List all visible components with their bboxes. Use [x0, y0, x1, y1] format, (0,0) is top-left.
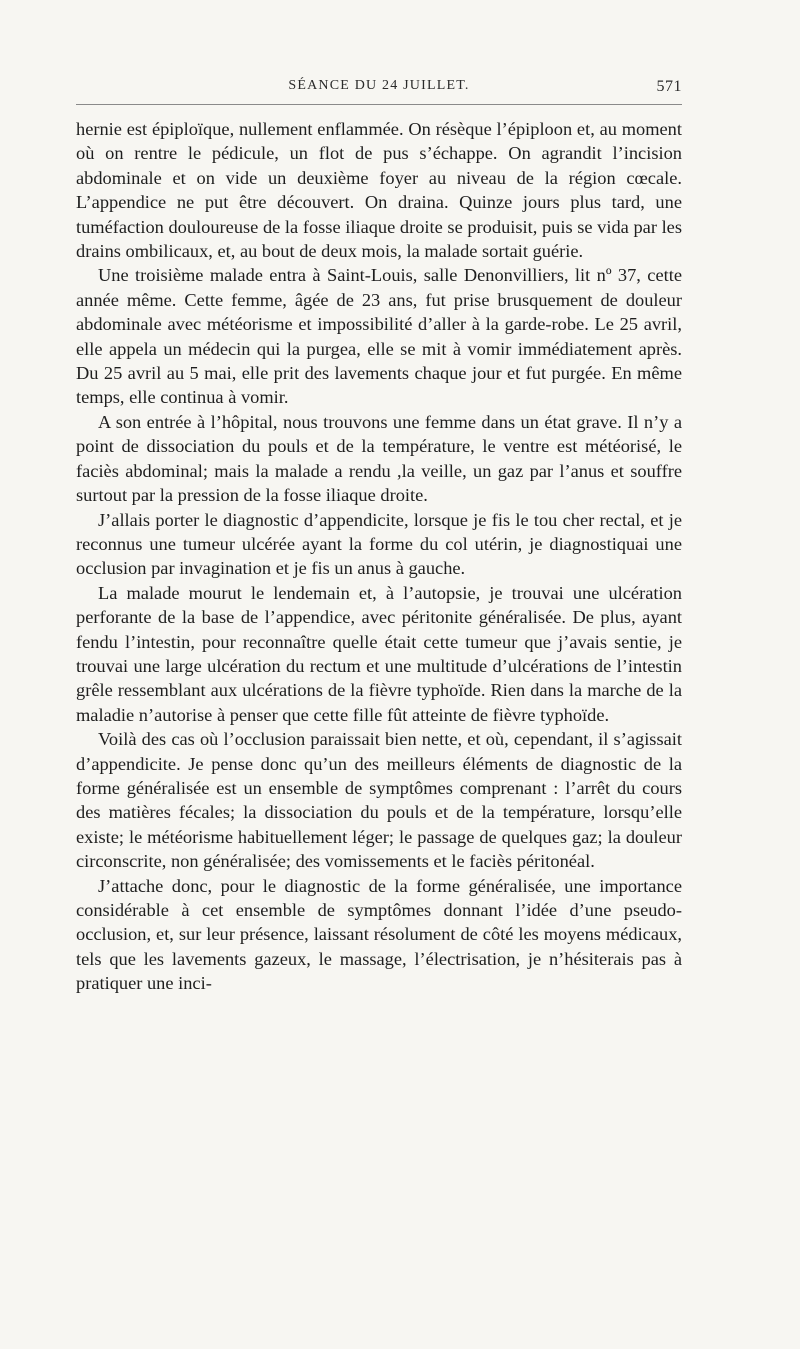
paragraph: J’allais porter le diagnostic d’appendicite, lorsque je fis le tou cher rectal, et je reconnus une tumeur ulcérée ayant la forme du col utérin, je diagnostiquai une occlusion par invagination et je fis un anus à gauche. [76, 509, 682, 579]
paragraph: Une troisième malade entra à Saint-Louis, salle Denonvilliers, lit nº 37, cette année même. Cette femme, âgée de 23 ans, fut prise brusquement de douleur abdominale avec météorisme et impossibilité d’aller à la garde-robe. Le 25 avril, elle appela un médecin qui la purgea, elle se mit à vomir immédiatement après. Du 25 avril au 5 mai, elle prit des lavements chaque jour et fut purgée. En même temps, elle continua à vomir. [76, 265, 682, 408]
book-page [76, 78, 682, 996]
running-title: SÉANCE DU 24 JUILLET. [288, 78, 470, 93]
header-rule [76, 104, 682, 105]
running-head [76, 78, 682, 100]
paragraph: J’attache donc, pour le diagnostic de la forme généralisée, une importance considérable à cet ensemble de symptômes donnant l’idée d’une pseudo-occlusion, et, sur leur présence, laissant résolument de côté les moyens médicaux, tels que les lavements gazeux, le massage, l’électrisation, je n’hésiterais pas à pratiquer une inci- [76, 875, 682, 994]
paragraph: A son entrée à l’hôpital, nous trouvons une femme dans un état grave. Il n’y a point de dissociation du pouls et de la température, le ventre est météorisé, le faciès abdominal; mais la malade a rendu ,la veille, un gaz par l’anus et souffre surtout par la pression de la fosse iliaque droite. [76, 411, 682, 506]
body-text [76, 117, 682, 996]
paragraph: Voilà des cas où l’occlusion paraissait bien nette, et où, cependant, il s’agissait d’appendicite. Je pense donc qu’un des meilleurs éléments de diagnostic de la forme généralisée est un ensemble de symptômes comprenant : l’arrêt du cours des matières fécales; la dissociation du pouls et de la température, lorsqu’elle existe; le météorisme habituellement léger; le passage de quelques gaz; la douleur circonscrite, non généralisée; des vomissements et le faciès péritonéal. [76, 729, 682, 872]
page-number: 571 [656, 78, 682, 95]
paragraph: La malade mourut le lendemain et, à l’autopsie, je trouvai une ulcération perforante de la base de l’appendice, avec péritonite généralisée. De plus, ayant fendu l’intestin, pour reconnaître quelle était cette tumeur que j’avais sentie, je trouvai une large ulcération du rectum et une multitude d’ulcérations de l’intestin grêle ressemblant aux ulcérations de la fièvre typhoïde. Rien dans la marche de la maladie n’autorise à penser que cette fille fût atteinte de fièvre typhoïde. [76, 582, 682, 725]
paragraph: hernie est épiploïque, nullement enflammée. On résèque l’épiploon et, au moment où on rentre le pédicule, un flot de pus s’échappe. On agrandit l’incision abdominale et on vide un deuxième foyer au niveau de la région cœcale. L’appendice ne put être découvert. On draina. Quinze jours plus tard, une tuméfaction douloureuse de la fosse iliaque droite se produisit, puis se vida par les drains ombilicaux, et, au bout de deux mois, la malade sortait guérie. [76, 119, 682, 262]
